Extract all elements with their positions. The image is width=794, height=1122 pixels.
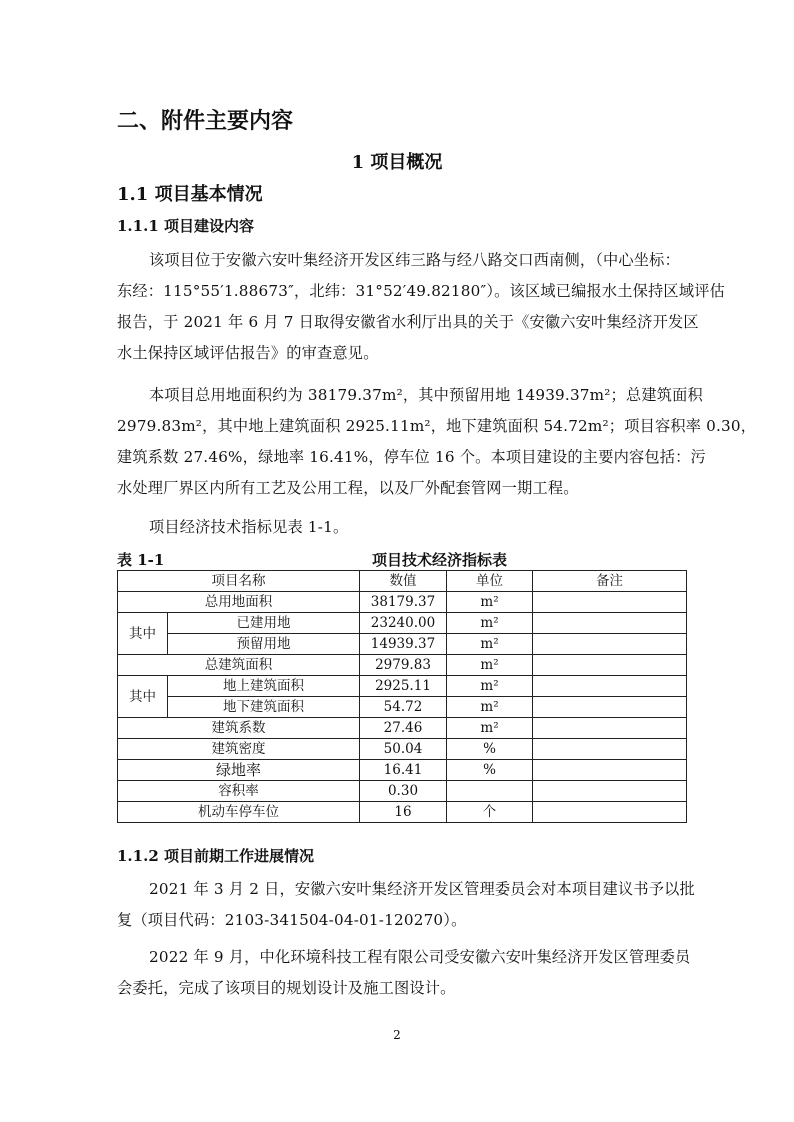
group-label: 其中: [118, 613, 168, 655]
row-remark: [533, 781, 687, 802]
row-unit: m²: [447, 613, 533, 634]
paragraph-table-ref: [117, 512, 348, 543]
paragraph-line: 会委托，完成了该项目的规划设计及施工图设计。: [117, 979, 456, 997]
chapter-title: 1 项目概况: [351, 152, 443, 173]
row-name: 建筑密度: [118, 739, 360, 760]
table-row: [118, 592, 687, 613]
section-heading: 二、附件主要内容: [117, 108, 294, 134]
row-value: 0.30: [360, 781, 447, 802]
paragraph-line: 项目经济技术指标见表 1-1。: [149, 518, 349, 536]
page-number: 2: [393, 1028, 401, 1042]
table-row: [118, 634, 687, 655]
row-unit: m²: [447, 592, 533, 613]
row-unit: %: [447, 760, 533, 781]
paragraph-design: [117, 942, 690, 1004]
heading-1-1: 1.1 项目基本情况: [117, 184, 263, 205]
header-name: 项目名称: [118, 571, 360, 592]
paragraph-line: 本项目总用地面积约为 38179.37m²，其中预留用地 14939.37m²；总建筑面积: [149, 386, 703, 404]
row-value: 27.46: [360, 718, 447, 739]
row-unit: m²: [447, 718, 533, 739]
row-name: 总建筑面积: [118, 655, 360, 676]
table-row: [118, 802, 687, 823]
table-row: [118, 613, 687, 634]
row-name: 总用地面积: [118, 592, 360, 613]
row-remark: [533, 613, 687, 634]
paragraph-line: 2022 年 9 月，中化环境科技工程有限公司受安徽六安叶集经济开发区管理委员: [149, 948, 691, 966]
row-value: 23240.00: [360, 613, 447, 634]
row-value: 16.41: [360, 760, 447, 781]
row-remark: [533, 676, 687, 697]
table-row: [118, 739, 687, 760]
row-name: 已建用地: [168, 613, 360, 634]
row-name: 容积率: [118, 781, 360, 802]
heading-1-1-2: 1.1.2 项目前期工作进展情况: [117, 847, 314, 865]
row-remark: [533, 655, 687, 676]
row-name: 建筑系数: [118, 718, 360, 739]
table-header-row: [118, 571, 687, 592]
table-title: 项目技术经济指标表: [372, 551, 508, 569]
table-row: [118, 655, 687, 676]
row-unit: %: [447, 739, 533, 760]
row-remark: [533, 592, 687, 613]
paragraph-line: 2021 年 3 月 2 日，安徽六安叶集经济开发区管理委员会对本项目建议书予以批: [149, 880, 695, 898]
row-name: 机动车停车位: [118, 802, 360, 823]
row-value: 2979.83: [360, 655, 447, 676]
row-remark: [533, 739, 687, 760]
paragraph-line: 东经：115°55′1.88673″，北纬：31°52′49.82180″）。该区域已编报水土保持区域评估: [117, 282, 725, 300]
paragraph-line: 该项目位于安徽六安叶集经济开发区纬三路与经八路交口西南侧，（中心坐标：: [149, 251, 680, 269]
header-remark: 备注: [533, 571, 687, 592]
table-row: [118, 781, 687, 802]
heading-1-1-1: 1.1.1 项目建设内容: [117, 217, 254, 235]
row-unit: m²: [447, 655, 533, 676]
paragraph-line: 水处理厂界区内所有工艺及公用工程，以及厂外配套管网一期工程。: [117, 479, 579, 497]
row-name: 地下建筑面积: [168, 697, 360, 718]
row-unit: m²: [447, 676, 533, 697]
header-unit: 单位: [447, 571, 533, 592]
table-row: [118, 760, 687, 781]
row-name: 预留用地: [168, 634, 360, 655]
row-remark: [533, 697, 687, 718]
row-remark: [533, 802, 687, 823]
row-value: 14939.37: [360, 634, 447, 655]
row-unit: m²: [447, 697, 533, 718]
paragraph-location: [117, 245, 725, 369]
row-unit: m²: [447, 634, 533, 655]
row-unit: [447, 781, 533, 802]
row-value: 50.04: [360, 739, 447, 760]
row-remark: [533, 634, 687, 655]
row-remark: [533, 718, 687, 739]
paragraph-line: 2979.83m²，其中地上建筑面积 2925.11m²，地下建筑面积 54.72m²；项目容积率 0.30，: [117, 417, 757, 435]
row-unit: 个: [447, 802, 533, 823]
row-value: 2925.11: [360, 676, 447, 697]
table-row: [118, 697, 687, 718]
paragraph-area: [117, 380, 756, 504]
row-name: 绿地率: [118, 760, 360, 781]
paragraph-line: 复（项目代码：2103-341504-04-01-120270）。: [117, 911, 467, 929]
row-value: 38179.37: [360, 592, 447, 613]
table-row: [118, 676, 687, 697]
row-value: 16: [360, 802, 447, 823]
group-label: 其中: [118, 676, 168, 718]
paragraph-line: 建筑系数 27.46%，绿地率 16.41%，停车位 16 个。本项目建设的主要内容包括：污: [117, 448, 706, 466]
table-row: [118, 718, 687, 739]
header-value: 数值: [360, 571, 447, 592]
paragraph-line: 水土保持区域评估报告》的审查意见。: [117, 344, 379, 362]
indicator-table: [117, 570, 687, 823]
row-remark: [533, 760, 687, 781]
row-name: 地上建筑面积: [168, 676, 360, 697]
paragraph-line: 报告，于 2021 年 6 月 7 日取得安徽省水利厅出具的关于《安徽六安叶集经济开发区: [117, 313, 699, 331]
row-value: 54.72: [360, 697, 447, 718]
table-label: 表 1-1: [117, 551, 165, 569]
paragraph-approval: [117, 874, 695, 936]
